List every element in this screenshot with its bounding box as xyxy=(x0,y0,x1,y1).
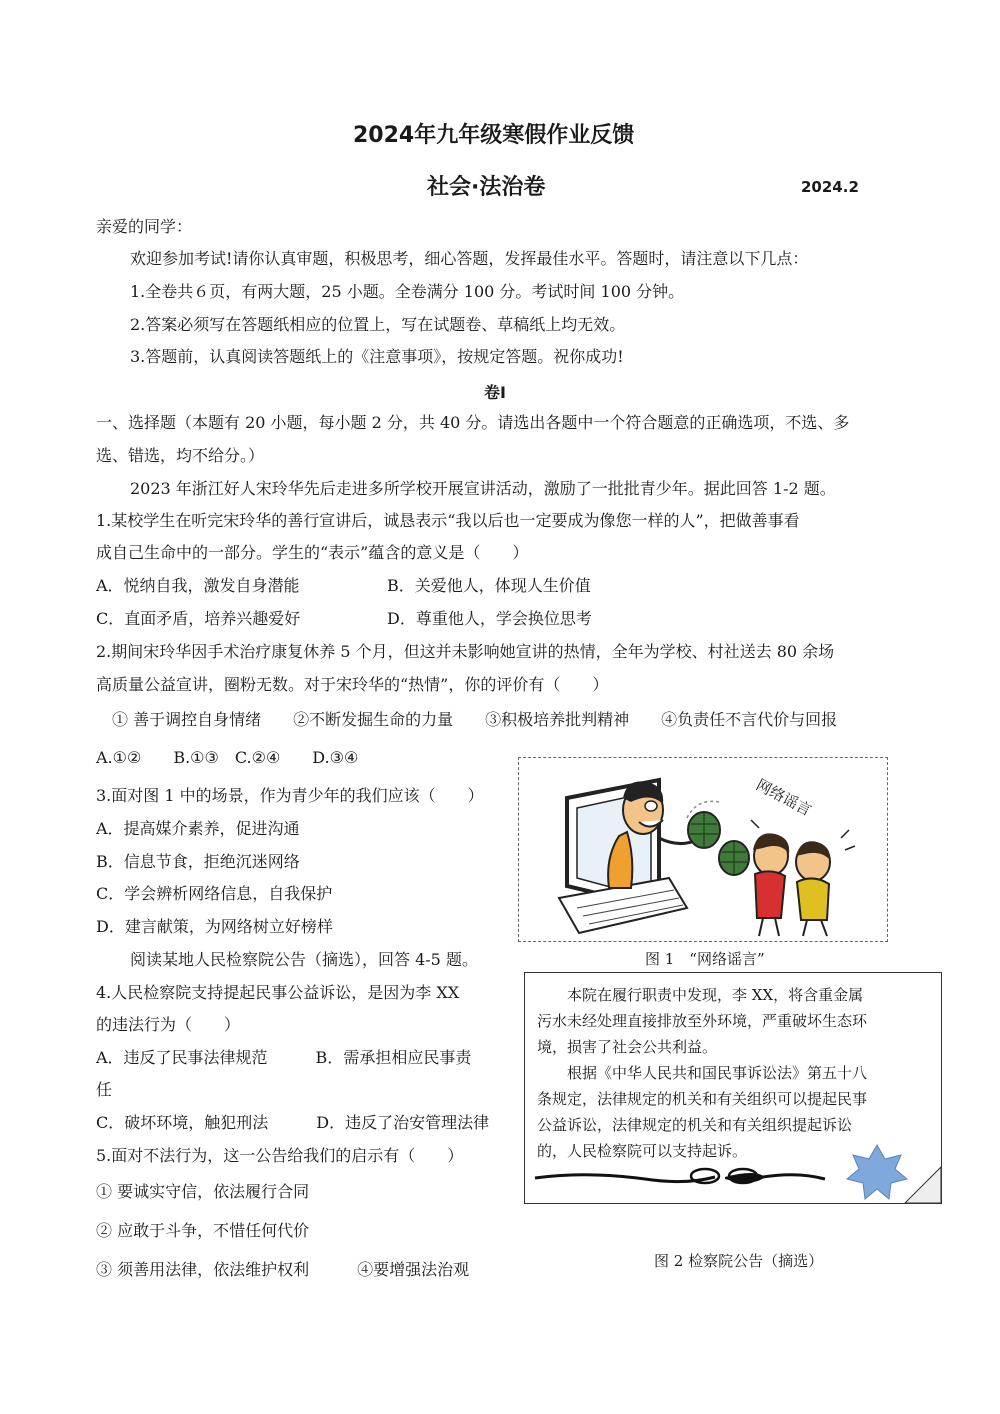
welcome-text: 欢迎参加考试!请你认真审题，积极思考，细心答题，发挥最佳水平。答题时，请注意以下几点： xyxy=(130,249,809,268)
boy-body xyxy=(797,878,829,920)
q3-option-d: D．建言献策，为网络树立好榜样 xyxy=(96,917,333,936)
q2-options: A.①② B.①③ C.②④ D.③④ xyxy=(96,748,359,767)
section-heading-line2: 选、错选，均不给分。） xyxy=(96,446,265,465)
q2-stem-line2: 高质量公益宣讲，圈粉无数。对于宋玲华的“热情”，你的评价有（ ） xyxy=(96,675,609,694)
material-1: 2023 年浙江好人宋玲华先后走进多所学校开展宣讲活动，激励了一批批青少年。据此回答 1-2 题。 xyxy=(130,479,836,498)
notice-line: 公益诉讼，法律规定的机关和有关组织提起诉讼 xyxy=(537,1116,853,1134)
q1-stem-line2: 成自己生命中的一部分。学生的“表示”蕴含的意义是（ ） xyxy=(96,543,529,562)
q2-stem-line1: 2.期间宋玲华因手术治疗康复休养 5 个月，但这并未影响她宣讲的热情，全年为学校、村社送去 80 余场 xyxy=(96,642,835,661)
figure-1-cartoon xyxy=(518,757,888,942)
q5-statement-1: ① 要诚实守信，依法履行合同 xyxy=(96,1182,310,1201)
scroll-divider-left xyxy=(535,1175,715,1182)
girl-body xyxy=(755,871,785,918)
notice-line: 根据《中华人民共和国民事诉讼法》第五十八 xyxy=(537,1064,868,1082)
notice-decoration xyxy=(525,973,941,1203)
cartoon-rumor-label: 网络谣言 xyxy=(753,775,815,820)
q3-option-c: C．学会辨析网络信息，自我保护 xyxy=(96,884,333,903)
notice-line: 本院在履行职责中发现，李 XX，将含重金属 xyxy=(537,986,864,1004)
q1-option-b: B．关爱他人，体现人生价值 xyxy=(387,576,591,595)
q3-option-a: A．提高媒介素养，促进沟通 xyxy=(96,819,300,838)
figure-1-caption: 图 1 “网络谣言” xyxy=(645,950,765,968)
notice-line: 的，人民检察院可以支持起诉。 xyxy=(537,1142,748,1160)
q1-option-a: A．悦纳自我，激发自身潜能 xyxy=(96,576,300,595)
notice-line: 污水未经处理直接排放至外环境，严重破坏生态环 xyxy=(537,1012,868,1030)
q5-stem: 5.面对不法行为，这一公告给我们的启示有（ ） xyxy=(96,1146,464,1165)
star-sticker-icon xyxy=(847,1145,907,1199)
instruction-1: 1.全卷共６页，有两大题，25 小题。全卷满分 100 分。考试时间 100 分钟。 xyxy=(130,282,685,301)
greeting: 亲爱的同学： xyxy=(96,217,193,236)
q4-options-ab: A．违反了民事法律规范 B．需承担相应民事责 xyxy=(96,1048,472,1067)
section-heading-line1: 一、选择题（本题有 20 小题，每小题 2 分，共 40 分。请选出各题中一个符合题意的正确选项，不选、多 xyxy=(96,413,850,432)
instruction-3: 3.答题前，认真阅读答题纸上的《注意事项》，按规定答题。祝你成功! xyxy=(130,347,624,366)
q1-option-c: C．直面矛盾，培养兴趣爱好 xyxy=(96,609,301,628)
q1-option-d: D．尊重他人，学会换位思考 xyxy=(387,609,592,628)
material-2: 阅读某地人民检察院公告（摘选），回答 4-5 题。 xyxy=(130,950,478,969)
q1-stem-line1: 1.某校学生在听完宋玲华的善行宣讲后，诚恳表示“我以后也一定要成为像您一样的人”，把做善事看 xyxy=(96,511,800,530)
q5-statements-3-4: ③ 须善用法律，依法维护权利 ④要增强法治观 xyxy=(96,1260,470,1279)
exam-date: 2024.2 xyxy=(801,178,859,196)
q2-statements: ① 善于调控自身情绪 ②不断发掘生命的力量 ③积极培养批判精神 ④负责任不言代价与回报 xyxy=(112,710,838,729)
q3-stem: 3.面对图 1 中的场景，作为青少年的我们应该（ ） xyxy=(96,786,484,805)
q4-option-b-continued: 任 xyxy=(96,1080,113,1099)
exam-subtitle: 社会·法治卷 xyxy=(427,175,546,200)
exam-title: 2024年九年级寒假作业反馈 xyxy=(353,123,635,148)
q5-statement-2: ② 应敢于斗争，不惜任何代价 xyxy=(96,1221,310,1240)
prosecutor-notice-box xyxy=(524,972,942,1204)
instruction-2: 2.答案必须写在答题纸相应的位置上，写在试题卷、草稿纸上均无效。 xyxy=(130,315,626,334)
volume-label: 卷Ⅰ xyxy=(484,383,506,402)
q3-option-b: B．信息节食，拒绝沉迷网络 xyxy=(96,852,300,871)
notice-line: 条规定，法律规定的机关和有关组织可以提起民事 xyxy=(537,1090,868,1108)
q4-stem-line1: 4.人民检察院支持提起民事公益诉讼，是因为李 XX xyxy=(96,983,460,1002)
notice-line: 境，损害了社会公共利益。 xyxy=(537,1038,718,1056)
q4-options-cd: C．破坏环境，触犯刑法 D．违反了治安管理法律 xyxy=(96,1113,490,1132)
figure-2-caption: 图 2 检察院公告（摘选） xyxy=(654,1252,824,1270)
q4-stem-line2: 的违法行为（ ） xyxy=(96,1015,241,1034)
internet-rumor-illustration xyxy=(519,758,887,941)
scroll-divider-right xyxy=(757,1175,825,1179)
